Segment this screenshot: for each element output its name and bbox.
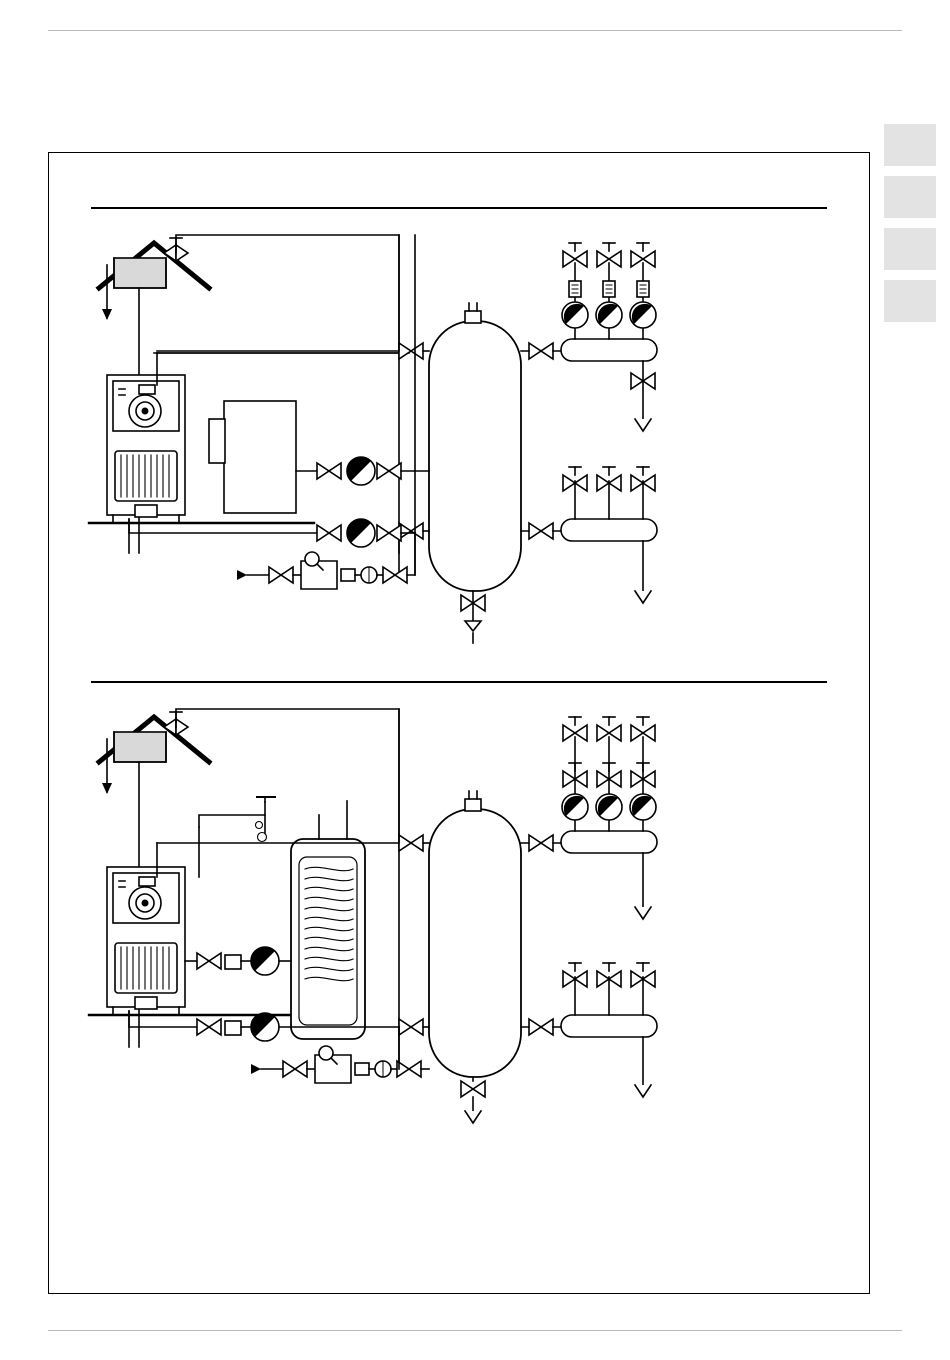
index-tab-1[interactable] (884, 124, 936, 166)
bottom-page-rule (48, 1330, 902, 1331)
lower-diagram-top-rule (91, 681, 827, 683)
index-tab-4[interactable] (884, 280, 936, 322)
diagram-frame (48, 152, 870, 1294)
index-tab-strip (884, 124, 936, 332)
upper-diagram-top-rule (91, 207, 827, 209)
lower-hydraulic-scheme (69, 697, 849, 1167)
index-tab-2[interactable] (884, 176, 936, 218)
upper-hydraulic-scheme (69, 223, 849, 663)
top-page-rule (48, 30, 902, 31)
index-tab-3[interactable] (884, 228, 936, 270)
